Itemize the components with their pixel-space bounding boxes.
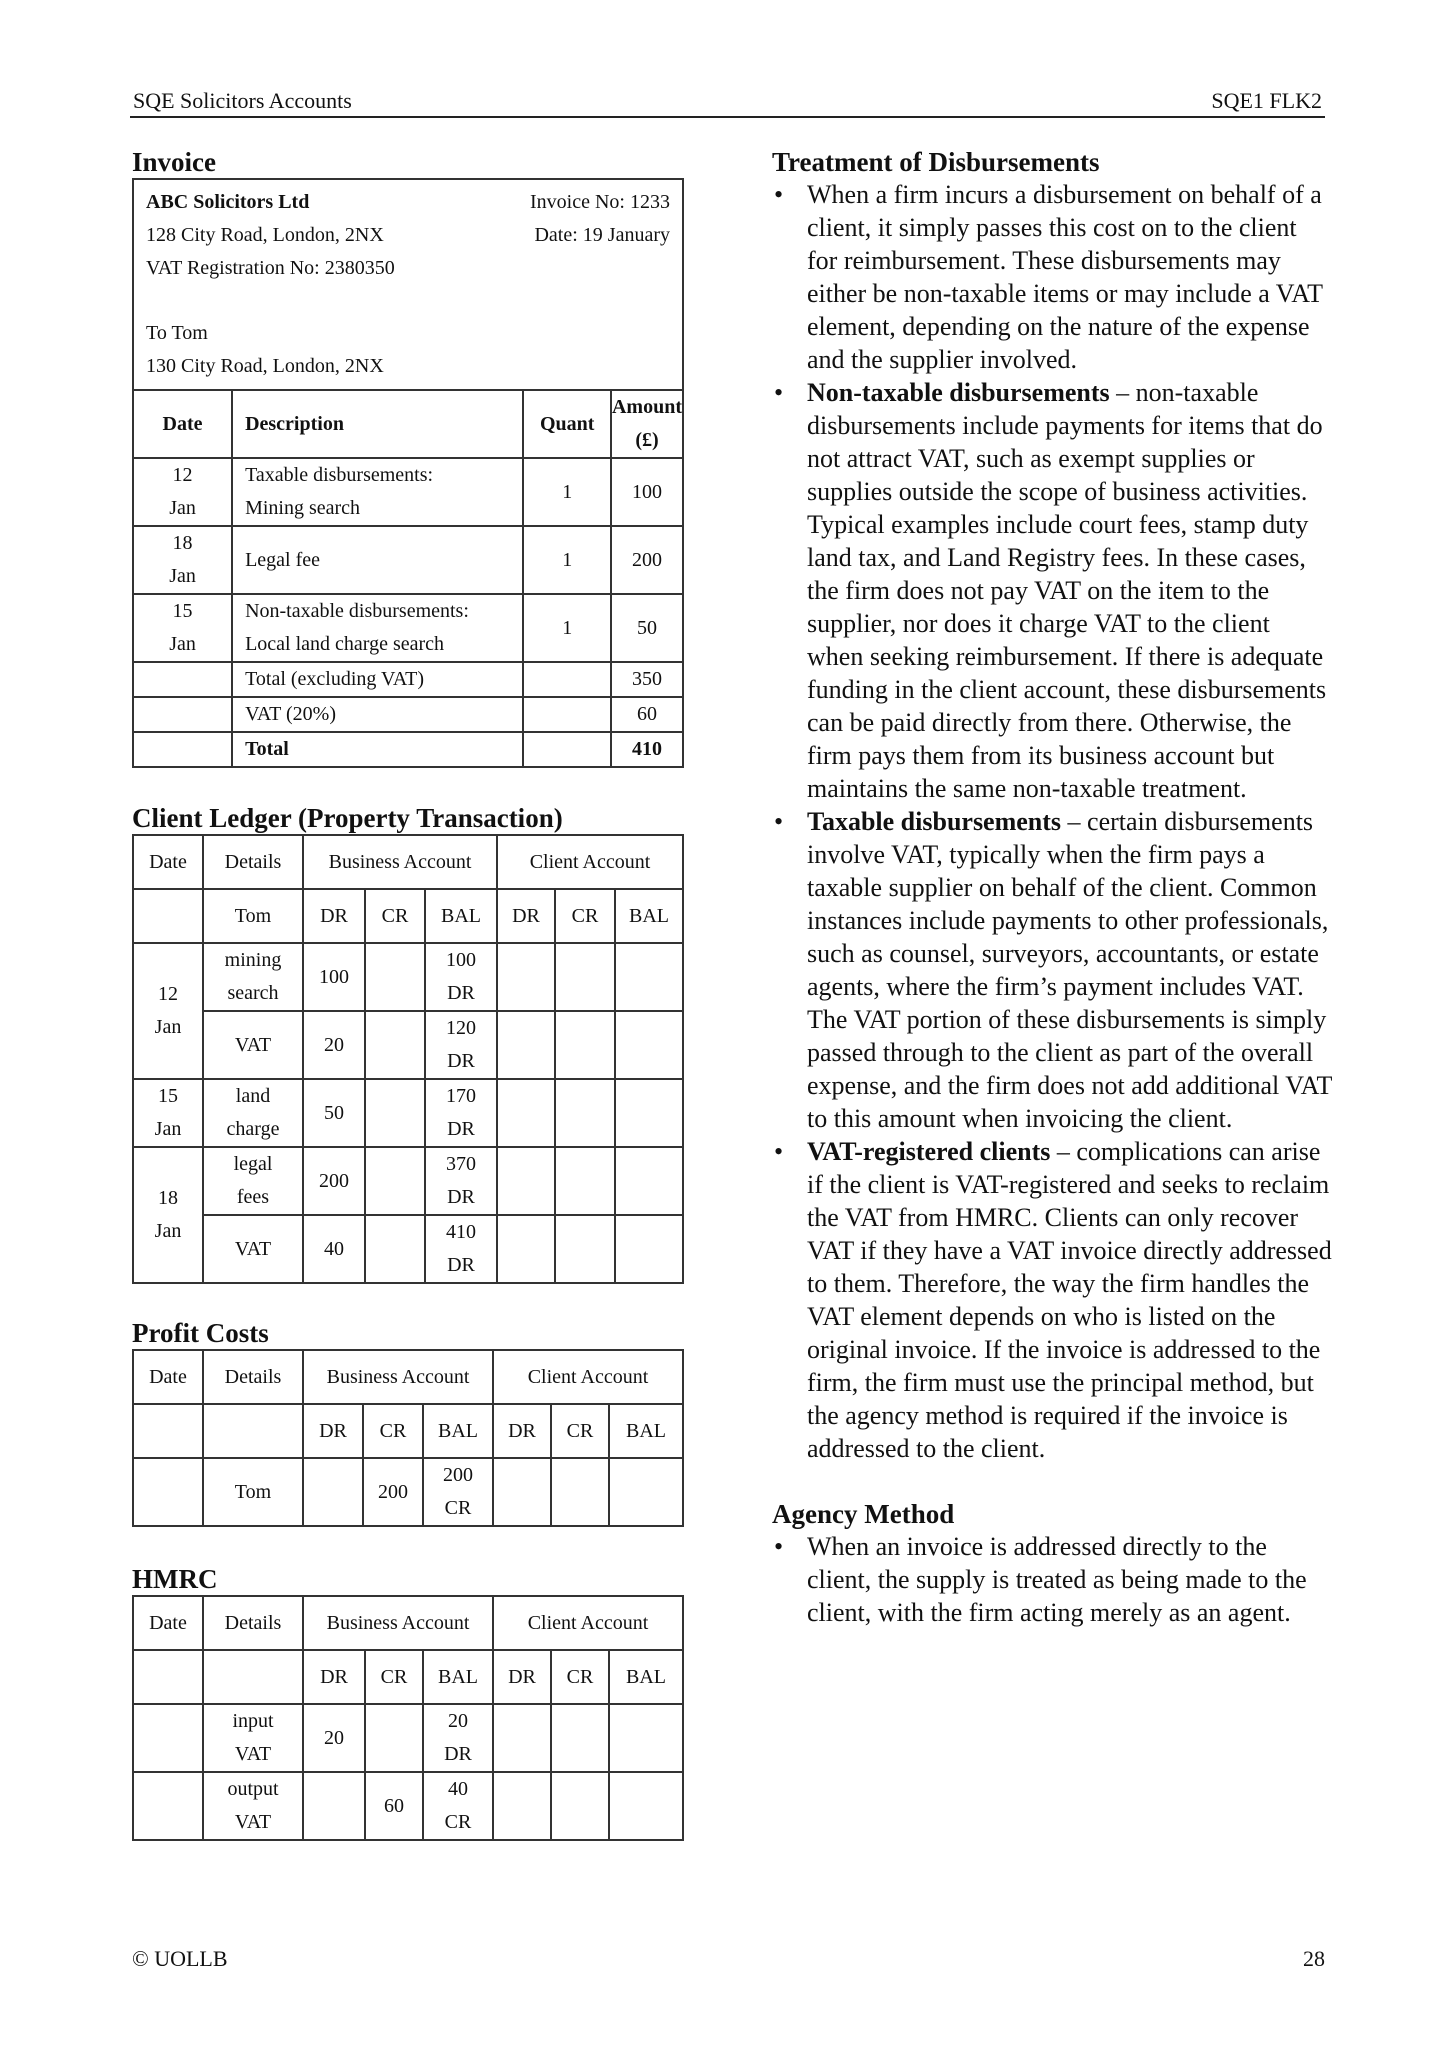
invoice-column-headers (133, 390, 683, 458)
list-item: • Non-taxable disbursements – non-taxable disbursements include payments for items that do not attract VAT, such as exempt supplies or supplies outside the scope of business activities. Typical examples include court fees, stamp duty land tax, and Land Registry fees. In these cases, the firm does not pay VAT on the item to the supplier, nor does it charge VAT to the client when seeking reimbursement. If there is adequate funding in the client account, these disbursements can be paid directly from there. Otherwise, the firm pays them from its business account but maintains the same non-taxable treatment. (774, 378, 1327, 803)
invoice-header-block (133, 179, 683, 390)
invoice-number: Invoice No: 1233 (530, 191, 670, 213)
table-row: 12 Jan Taxable disbursements: Mining search 1 100 (133, 458, 683, 526)
profit-costs-title: Profit Costs (132, 1318, 269, 1348)
agency-bullet-list (772, 1530, 1332, 1629)
bullet-icon: • (774, 1532, 784, 1561)
table-row: output VAT 60 40 CR (133, 1772, 683, 1840)
table-row: VAT 40 410 DR (133, 1215, 683, 1283)
col-description: Description (232, 390, 523, 458)
hmrc-table: Date Details Business Account Client Account DR CR BAL DR CR BAL input VAT 20 20 DR output VAT 60 40 CR (132, 1595, 684, 1841)
firm-address: 128 City Road, London, 2NX (146, 224, 384, 246)
invoice-date: Date: 19 January (534, 224, 670, 246)
bullet-icon: • (774, 807, 784, 836)
list-item: • Taxable disbursements – certain disbursements involve VAT, typically when the firm pays a taxable supplier on behalf of the client. Common instances include payments to other professionals, such as counsel, surveyors, accountants, or estate agents, where the firm’s payment includes VAT. The VAT portion of these disbursements is simply passed through to the client as part of the overall expense, and the firm does not add additional VAT to this amount when invoicing the client. (774, 807, 1332, 1133)
list-item: • When a firm incurs a disbursement on behalf of a client, it simply passes this cost on to the client for reimbursement. These disbursements may either be non-taxable items or may include a VAT element, depending on the nature of the expense and the supplier involved. (774, 180, 1323, 374)
invoice-table (132, 178, 684, 768)
table-row: 18 Jan legal fees 200 370 DR (133, 1147, 683, 1215)
vat-registration: VAT Registration No: 2380350 (146, 257, 395, 279)
table-row: VAT 20 120 DR (133, 1011, 683, 1079)
bullet-icon: • (774, 1137, 784, 1166)
page-header (130, 86, 1325, 118)
table-row: 15 Jan Non-taxable disbursements: Local land charge search 1 50 (133, 594, 683, 662)
hmrc-title: HMRC (132, 1564, 218, 1594)
profit-costs-table: Date Details Business Account Client Account DR CR BAL DR CR BAL Tom 200 200 CR (132, 1349, 684, 1527)
col-amount: Amount (£) (611, 390, 683, 458)
col-date: Date (133, 390, 232, 458)
table-row: 15 Jan land charge 50 170 DR (133, 1079, 683, 1147)
list-item: • VAT-registered clients – complications can arise if the client is VAT-registered and seeks to reclaim the VAT from HMRC. Clients can only recover VAT if they have a VAT invoice directly addressed to them. Therefore, the way the firm handles the VAT element depends on who is listed on the original invoice. If the invoice is addressed to the firm, the firm must use the principal method, but the agency method is required if the invoice is addressed to the client. (774, 1137, 1332, 1463)
vat-row: VAT (20%) 60 (133, 697, 683, 732)
table-row: Tom 200 200 CR (133, 1458, 683, 1526)
invoice-recipient: To Tom (146, 322, 208, 344)
bullet-icon: • (774, 180, 784, 209)
bullet-icon: • (774, 378, 784, 407)
treatment-title: Treatment of Disbursements (772, 147, 1100, 177)
invoice-title: Invoice (132, 147, 216, 177)
header-course-title: SQE Solicitors Accounts (133, 88, 352, 113)
firm-name: ABC Solicitors Ltd (146, 191, 310, 213)
table-row: input VAT 20 20 DR (133, 1704, 683, 1772)
page-number: 28 (1303, 1946, 1325, 1971)
total-ex-vat-row: Total (excluding VAT) 350 (133, 662, 683, 697)
col-quant: Quant (523, 390, 611, 458)
treatment-bullet-list (772, 178, 1332, 1465)
list-item: • When an invoice is addressed directly to the client, the supply is treated as being made to the client, with the firm acting merely as an agent. (774, 1532, 1307, 1627)
client-ledger-title: Client Ledger (Property Transaction) (132, 803, 563, 833)
right-column (772, 146, 1332, 1629)
footer-copyright: © UOLLB (132, 1946, 228, 1971)
client-ledger-table: Date Details Business Account Client Account Tom DR CR BAL DR CR BAL 12 Jan mining search 100 100 DR VAT 20 120 DR 15 Jan land charge 50 170 DR 18 Jan legal fees 200 370 DR VAT 40 410 DR (132, 834, 684, 1284)
header-module-code: SQE1 FLK2 (1211, 88, 1322, 113)
table-row: 18 Jan Legal fee 1 200 (133, 526, 683, 594)
grand-total-row: Total 410 (133, 732, 683, 767)
table-row: 12 Jan mining search 100 100 DR (133, 943, 683, 1011)
left-column (132, 146, 684, 1841)
recipient-address: 130 City Road, London, 2NX (146, 355, 384, 377)
agency-method-title: Agency Method (772, 1499, 955, 1529)
